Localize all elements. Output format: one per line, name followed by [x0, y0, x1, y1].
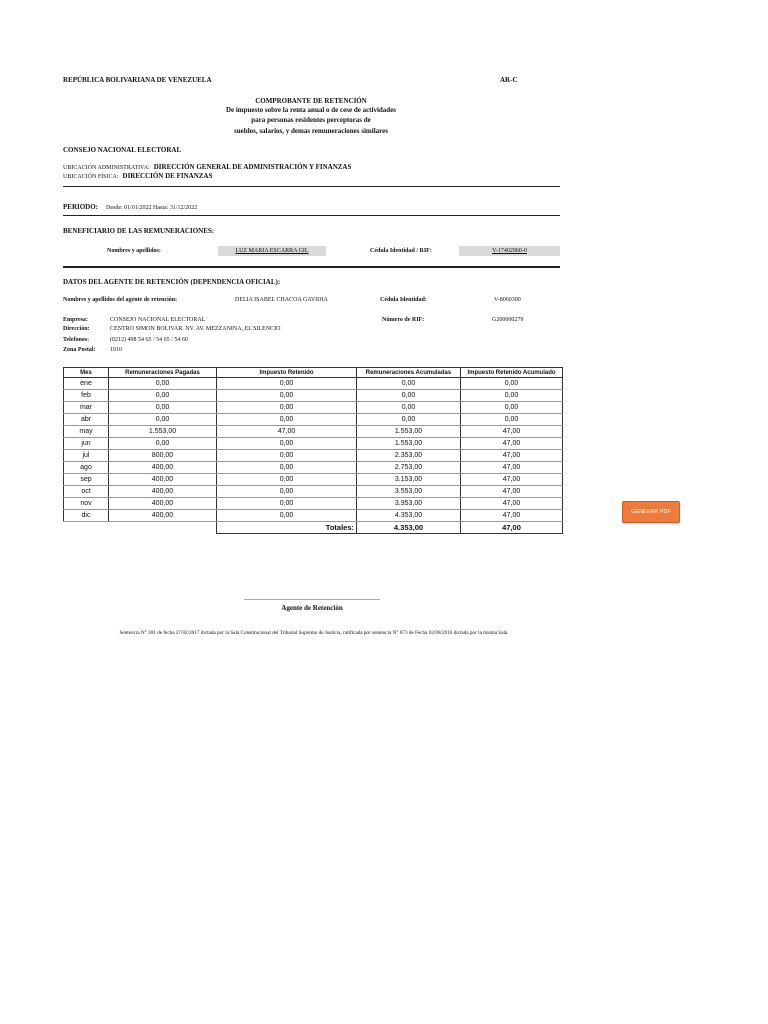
admin-location-label: UBICACIÓN ADMINISTRATIVA: [63, 165, 150, 171]
document-subtitle-2: para personas residentes perceptoras de [251, 116, 371, 124]
column-header-remuneraciones: Remuneraciones Pagadas [109, 368, 217, 378]
table-row [64, 378, 563, 390]
column-header-mes: Mes [64, 368, 109, 378]
cell-impuesto-retenido: 0,00 [217, 510, 357, 522]
retention-table [63, 367, 563, 534]
cell-month: may [64, 426, 109, 438]
divider [63, 186, 560, 187]
cell-month: jun [64, 438, 109, 450]
cell-impuesto-retenido-acumulado: 47,00 [461, 498, 563, 510]
table-row [64, 474, 563, 486]
cell-remuneraciones-pagadas: 0,00 [109, 402, 217, 414]
column-header-remuneraciones-acumuladas: Remuneraciones Acumuladas [357, 368, 461, 378]
agent-name-value: DELIA ISABEL CHACOA GAVIDIA [235, 297, 328, 303]
cell-remuneraciones-pagadas: 400,00 [109, 462, 217, 474]
physical-location [63, 165, 212, 183]
table-row [64, 426, 563, 438]
table-row [64, 498, 563, 510]
cell-impuesto-retenido: 0,00 [217, 498, 357, 510]
beneficiary-id-value: V-17402960-0 [492, 248, 527, 254]
divider [63, 266, 560, 268]
beneficiary-name-label: Nombres y apellidos: [107, 248, 161, 254]
cell-remuneraciones-acumuladas: 0,00 [357, 402, 461, 414]
physical-location-label: UBICACIÓN FÍSICA: [63, 174, 119, 180]
cell-remuneraciones-acumuladas: 1.553,00 [357, 426, 461, 438]
agent-id-value: V-8060300 [494, 297, 521, 303]
beneficiary-name-value: LUZ MARIA ESCARRA GIL [235, 248, 309, 254]
column-header-impuesto: Impuesto Retenido [217, 368, 357, 378]
cell-impuesto-retenido: 0,00 [217, 486, 357, 498]
cell-impuesto-retenido-acumulado: 47,00 [461, 486, 563, 498]
form-code: AR-C [500, 76, 518, 84]
cell-remuneraciones-acumuladas: 1.553,00 [357, 438, 461, 450]
total-impuesto: 47,00 [461, 522, 563, 534]
signature-label: Agente de Retención [281, 604, 343, 612]
cell-impuesto-retenido-acumulado: 47,00 [461, 438, 563, 450]
company-value: CONSEJO NACIONAL ELECTORAL [110, 317, 206, 323]
totals-row [64, 522, 563, 534]
column-header-impuesto-acumulado: Impuesto Retenido Acumulado [461, 368, 563, 378]
signature-line [244, 599, 380, 600]
cell-month: mar [64, 402, 109, 414]
cell-impuesto-retenido-acumulado: 0,00 [461, 378, 563, 390]
phone-label: Telefonos: [63, 337, 90, 343]
cell-month: dic [64, 510, 109, 522]
cell-impuesto-retenido-acumulado: 47,00 [461, 462, 563, 474]
cell-month: jul [64, 450, 109, 462]
table-row [64, 390, 563, 402]
table-row [64, 414, 563, 426]
cell-impuesto-retenido: 0,00 [217, 462, 357, 474]
physical-location-value: DIRECCIÓN DE FINANZAS [122, 172, 213, 180]
cell-impuesto-retenido: 0,00 [217, 402, 357, 414]
cell-remuneraciones-pagadas: 400,00 [109, 498, 217, 510]
cell-remuneraciones-pagadas: 400,00 [109, 474, 217, 486]
cell-impuesto-retenido: 0,00 [217, 390, 357, 402]
cell-remuneraciones-pagadas: 0,00 [109, 414, 217, 426]
cell-month: ago [64, 462, 109, 474]
beneficiary-id-label: Cédula Identidad / RIF: [370, 248, 432, 254]
period [63, 196, 197, 214]
cell-month: ene [64, 378, 109, 390]
org-name: CONSEJO NACIONAL ELECTORAL [63, 146, 182, 154]
cell-remuneraciones-acumuladas: 2.753,00 [357, 462, 461, 474]
generate-pdf-button[interactable]: GENERAR PDF [622, 501, 680, 523]
agent-name-label: Nombres y apellidos del agente de retención: [63, 297, 178, 303]
beneficiary-name-field [218, 246, 326, 256]
cell-impuesto-retenido-acumulado: 0,00 [461, 402, 563, 414]
cell-impuesto-retenido: 0,00 [217, 378, 357, 390]
zip-label: Zona Postal: [63, 347, 96, 353]
cell-impuesto-retenido: 47,00 [217, 426, 357, 438]
cell-remuneraciones-acumuladas: 3.953,00 [357, 498, 461, 510]
cell-impuesto-retenido-acumulado: 0,00 [461, 414, 563, 426]
cell-impuesto-retenido-acumulado: 0,00 [461, 390, 563, 402]
table-row [64, 402, 563, 414]
cell-remuneraciones-acumuladas: 3.153,00 [357, 474, 461, 486]
beneficiary-section-title: BENEFICIARIO DE LAS REMUNERACIONES: [63, 227, 215, 235]
table-row [64, 510, 563, 522]
cell-month: oct [64, 486, 109, 498]
cell-impuesto-retenido: 0,00 [217, 414, 357, 426]
document-subtitle-3: sueldos, salarios, y demas remuneraciones similares [234, 127, 388, 135]
table-row [64, 486, 563, 498]
agent-id-label: Cédula Identidad: [380, 297, 427, 303]
cell-month: feb [64, 390, 109, 402]
table-header-row [64, 368, 563, 378]
agent-section-title: DATOS DEL AGENTE DE RETENCIÓN (DEPENDENCIA OFICIAL): [63, 278, 281, 286]
cell-remuneraciones-pagadas: 400,00 [109, 486, 217, 498]
divider [63, 215, 560, 216]
cell-remuneraciones-acumuladas: 0,00 [357, 414, 461, 426]
rif-value: G200000279 [492, 317, 524, 323]
legal-footnote: Sentencia N° 301 de fecha 27/02/2017 dictada por la Sala Constitucional del Tribunal Supremo de Justicia, ratificada por sentencia N° 673 de Fecha 02/08/2016 dictada por la misma Sala. [119, 630, 509, 636]
cell-impuesto-retenido: 0,00 [217, 438, 357, 450]
company-label: Empresa: [63, 317, 88, 323]
table-row [64, 462, 563, 474]
cell-month: sep [64, 474, 109, 486]
phone-value: (0212) 498 54 65 / 54 65 / 54 60 [110, 337, 188, 343]
rif-label: Número de RIF: [382, 317, 425, 323]
cell-remuneraciones-pagadas: 0,00 [109, 378, 217, 390]
table-row [64, 450, 563, 462]
zip-value: 1010 [110, 347, 122, 353]
cell-impuesto-retenido: 0,00 [217, 450, 357, 462]
cell-impuesto-retenido: 0,00 [217, 474, 357, 486]
cell-impuesto-retenido-acumulado: 47,00 [461, 450, 563, 462]
cell-remuneraciones-acumuladas: 4.353,00 [357, 510, 461, 522]
cell-remuneraciones-pagadas: 400,00 [109, 510, 217, 522]
cell-remuneraciones-pagadas: 1.553,00 [109, 426, 217, 438]
period-range: Desde: 01/01/2022 Hasta: 31/12/2022 [106, 205, 198, 211]
total-remuneraciones: 4.353,00 [357, 522, 461, 534]
cell-remuneraciones-acumuladas: 0,00 [357, 378, 461, 390]
cell-remuneraciones-pagadas: 0,00 [109, 390, 217, 402]
period-label: PERIODO: [63, 203, 98, 211]
admin-location-value: DIRECCIÓN GENERAL DE ADMINISTRACIÓN Y FINANZAS [153, 163, 352, 171]
totals-label: Totales: [217, 522, 357, 534]
totals-blank [64, 522, 217, 534]
document-subtitle-1: De impuesto sobre la renta anual o de cese de actividades [225, 106, 397, 114]
cell-month: abr [64, 414, 109, 426]
cell-remuneraciones-acumuladas: 3.553,00 [357, 486, 461, 498]
cell-impuesto-retenido-acumulado: 47,00 [461, 426, 563, 438]
table-row [64, 438, 563, 450]
cell-impuesto-retenido-acumulado: 47,00 [461, 474, 563, 486]
document-title: COMPROBANTE DE RETENCIÓN [255, 97, 367, 105]
cell-impuesto-retenido-acumulado: 47,00 [461, 510, 563, 522]
country-heading: REPÚBLICA BOLIVARIANA DE VENEZUELA [63, 76, 212, 84]
cell-remuneraciones-acumuladas: 2.353,00 [357, 450, 461, 462]
cell-remuneraciones-pagadas: 800,00 [109, 450, 217, 462]
cell-month: nov [64, 498, 109, 510]
cell-remuneraciones-acumuladas: 0,00 [357, 390, 461, 402]
beneficiary-id-field [459, 246, 560, 256]
address-value: CENTRO SIMON BOLIVAR. NV. AV. MEZZANINA, EL SILENCIO [110, 326, 281, 332]
address-label: Dirección: [63, 326, 90, 332]
cell-remuneraciones-pagadas: 0,00 [109, 438, 217, 450]
